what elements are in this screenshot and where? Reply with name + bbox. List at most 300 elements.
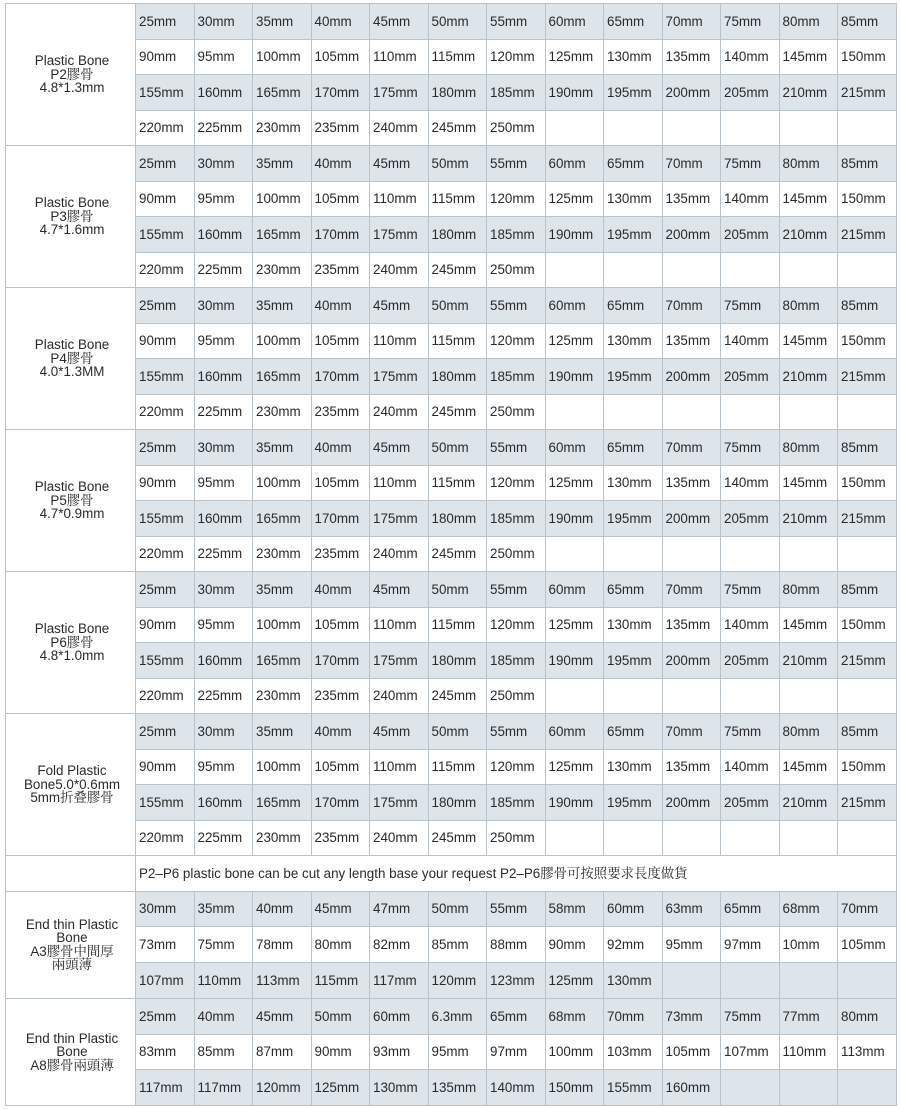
size-cell: 185mm: [487, 75, 546, 111]
size-cell: 115mm: [428, 749, 487, 785]
size-cell: 82mm: [370, 927, 429, 963]
size-cell: 55mm: [487, 891, 546, 927]
size-cell: 40mm: [311, 288, 370, 324]
size-spec-table: [5, 3, 897, 1106]
size-cell: 245mm: [428, 820, 487, 856]
size-cell: 45mm: [370, 572, 429, 608]
product-label-line: Bone: [56, 930, 88, 946]
size-cell: 180mm: [428, 75, 487, 111]
size-cell: 95mm: [194, 323, 253, 359]
size-cell: 75mm: [721, 4, 780, 40]
table-row: [6, 465, 897, 501]
size-cell: 130mm: [604, 749, 663, 785]
size-cell: 150mm: [838, 465, 897, 501]
size-cell: 65mm: [604, 714, 663, 750]
size-cell: 105mm: [311, 465, 370, 501]
size-cell: 10mm: [779, 927, 838, 963]
size-cell: [838, 110, 897, 146]
product-label-line: 4.0*1.3MM: [39, 364, 105, 380]
size-cell: [604, 394, 663, 430]
size-cell: 250mm: [487, 536, 546, 572]
size-cell: 130mm: [604, 963, 663, 999]
size-cell: [838, 678, 897, 714]
size-cell: [662, 536, 721, 572]
size-cell: [721, 252, 780, 288]
size-cell: 55mm: [487, 146, 546, 182]
size-cell: 150mm: [838, 39, 897, 75]
size-cell: 85mm: [838, 714, 897, 750]
size-cell: 155mm: [136, 785, 195, 821]
size-cell: 35mm: [253, 146, 312, 182]
size-cell: 75mm: [721, 430, 780, 466]
size-cell: 75mm: [721, 288, 780, 324]
size-cell: 68mm: [779, 891, 838, 927]
size-cell: 35mm: [253, 572, 312, 608]
size-cell: 250mm: [487, 394, 546, 430]
size-cell: 95mm: [194, 181, 253, 217]
size-cell: [779, 963, 838, 999]
size-cell: [662, 252, 721, 288]
size-cell: 200mm: [662, 75, 721, 111]
size-cell: 107mm: [721, 1034, 780, 1070]
size-cell: 70mm: [662, 572, 721, 608]
size-cell: 200mm: [662, 359, 721, 395]
size-cell: 30mm: [194, 430, 253, 466]
size-cell: [604, 110, 663, 146]
size-cell: 190mm: [545, 217, 604, 253]
size-cell: 55mm: [487, 430, 546, 466]
product-label-line: Plastic Bone: [34, 621, 110, 637]
size-cell: 145mm: [779, 607, 838, 643]
size-cell: 155mm: [136, 75, 195, 111]
table-row: [6, 252, 897, 288]
size-cell: 85mm: [428, 927, 487, 963]
size-cell: 165mm: [253, 785, 312, 821]
size-cell: 180mm: [428, 359, 487, 395]
size-cell: 200mm: [662, 217, 721, 253]
size-cell: 30mm: [136, 891, 195, 927]
size-cell: 75mm: [721, 714, 780, 750]
size-cell: 250mm: [487, 110, 546, 146]
size-cell: 170mm: [311, 501, 370, 537]
size-cell: 65mm: [487, 998, 546, 1034]
product-label-line: Plastic Bone: [34, 337, 110, 353]
size-cell: 63mm: [662, 891, 721, 927]
size-cell: 140mm: [487, 1070, 546, 1106]
size-cell: 60mm: [545, 4, 604, 40]
size-cell: 60mm: [545, 714, 604, 750]
table-row: [6, 820, 897, 856]
size-cell: [838, 252, 897, 288]
size-cell: 73mm: [662, 998, 721, 1034]
size-cell: 140mm: [721, 465, 780, 501]
size-cell: 35mm: [253, 430, 312, 466]
size-cell: 75mm: [194, 927, 253, 963]
size-cell: 50mm: [428, 891, 487, 927]
size-cell: 235mm: [311, 536, 370, 572]
size-cell: [662, 820, 721, 856]
size-cell: 103mm: [604, 1034, 663, 1070]
size-cell: 150mm: [545, 1070, 604, 1106]
size-cell: 105mm: [838, 927, 897, 963]
size-cell: [545, 678, 604, 714]
size-cell: [721, 394, 780, 430]
size-cell: 50mm: [428, 146, 487, 182]
product-label-line: 4.8*1.0mm: [39, 648, 105, 664]
size-cell: 80mm: [779, 430, 838, 466]
size-cell: 110mm: [370, 323, 429, 359]
size-cell: 90mm: [545, 927, 604, 963]
size-cell: 75mm: [721, 998, 780, 1034]
size-cell: 30mm: [194, 4, 253, 40]
size-cell: 110mm: [370, 181, 429, 217]
size-cell: 80mm: [779, 288, 838, 324]
product-label: [6, 714, 136, 856]
size-cell: 220mm: [136, 536, 195, 572]
size-cell: 210mm: [779, 359, 838, 395]
size-cell: 235mm: [311, 110, 370, 146]
size-cell: [779, 536, 838, 572]
size-cell: [838, 820, 897, 856]
size-cell: 70mm: [662, 288, 721, 324]
size-cell: 235mm: [311, 394, 370, 430]
size-cell: 175mm: [370, 785, 429, 821]
size-cell: 50mm: [428, 288, 487, 324]
size-cell: 40mm: [311, 430, 370, 466]
size-cell: 100mm: [253, 465, 312, 501]
size-cell: 85mm: [838, 288, 897, 324]
size-cell: 50mm: [428, 4, 487, 40]
size-cell: [604, 536, 663, 572]
size-cell: 195mm: [604, 217, 663, 253]
size-cell: 145mm: [779, 39, 838, 75]
size-cell: 70mm: [662, 4, 721, 40]
size-cell: 140mm: [721, 181, 780, 217]
product-label-line: 5mm折叠膠骨: [30, 790, 114, 806]
size-cell: 40mm: [194, 998, 253, 1034]
size-cell: 245mm: [428, 252, 487, 288]
size-cell: 55mm: [487, 572, 546, 608]
size-cell: [721, 820, 780, 856]
size-cell: 95mm: [194, 465, 253, 501]
size-cell: 230mm: [253, 394, 312, 430]
size-cell: 165mm: [253, 359, 312, 395]
product-label-line: Bone5.0*0.6mm: [23, 776, 121, 792]
table-row: [6, 678, 897, 714]
product-label: [6, 288, 136, 430]
size-cell: 80mm: [838, 998, 897, 1034]
size-cell: 85mm: [194, 1034, 253, 1070]
size-cell: 200mm: [662, 643, 721, 679]
product-label-line: P4膠骨: [50, 350, 94, 366]
size-cell: 145mm: [779, 465, 838, 501]
size-cell: 75mm: [721, 572, 780, 608]
size-cell: 30mm: [194, 288, 253, 324]
size-cell: 195mm: [604, 75, 663, 111]
size-cell: 110mm: [370, 465, 429, 501]
size-cell: 117mm: [136, 1070, 195, 1106]
size-cell: 170mm: [311, 359, 370, 395]
size-cell: 185mm: [487, 785, 546, 821]
product-label-line: Bone: [56, 1044, 88, 1060]
size-cell: 175mm: [370, 217, 429, 253]
size-cell: [838, 1070, 897, 1106]
size-cell: 245mm: [428, 110, 487, 146]
size-cell: 220mm: [136, 394, 195, 430]
size-cell: 90mm: [136, 181, 195, 217]
size-cell: 70mm: [662, 714, 721, 750]
size-cell: [721, 110, 780, 146]
size-cell: 210mm: [779, 501, 838, 537]
table-row: [6, 75, 897, 111]
size-cell: 65mm: [604, 288, 663, 324]
table-row: [6, 927, 897, 963]
size-cell: 145mm: [779, 323, 838, 359]
size-cell: 50mm: [428, 572, 487, 608]
product-label-line: End thin Plastic: [25, 916, 119, 932]
size-cell: 25mm: [136, 714, 195, 750]
size-cell: 30mm: [194, 714, 253, 750]
note-label-cell: [6, 856, 136, 892]
size-cell: 50mm: [428, 714, 487, 750]
size-cell: [662, 963, 721, 999]
size-cell: 40mm: [311, 146, 370, 182]
product-label-line: Plastic Bone: [34, 479, 110, 495]
size-cell: [721, 1070, 780, 1106]
size-cell: 240mm: [370, 110, 429, 146]
table-row: [6, 430, 897, 466]
size-cell: 70mm: [838, 891, 897, 927]
table-row: [6, 998, 897, 1034]
size-cell: 40mm: [311, 572, 370, 608]
size-cell: 25mm: [136, 4, 195, 40]
size-cell: 90mm: [136, 749, 195, 785]
size-cell: 40mm: [253, 891, 312, 927]
size-cell: 190mm: [545, 501, 604, 537]
size-cell: 190mm: [545, 785, 604, 821]
size-cell: 140mm: [721, 323, 780, 359]
table-row: [6, 785, 897, 821]
size-cell: 92mm: [604, 927, 663, 963]
size-cell: 155mm: [136, 217, 195, 253]
table-row: [6, 1070, 897, 1106]
table-row: [6, 607, 897, 643]
size-cell: 105mm: [311, 749, 370, 785]
size-cell: 95mm: [194, 607, 253, 643]
size-cell: 85mm: [838, 4, 897, 40]
size-cell: 35mm: [194, 891, 253, 927]
size-cell: 25mm: [136, 288, 195, 324]
size-cell: 160mm: [194, 785, 253, 821]
size-cell: 215mm: [838, 643, 897, 679]
size-cell: 170mm: [311, 75, 370, 111]
table-row: [6, 146, 897, 182]
size-cell: 35mm: [253, 4, 312, 40]
size-cell: 50mm: [311, 998, 370, 1034]
product-label-line: 4.7*1.6mm: [39, 222, 105, 238]
size-cell: 115mm: [428, 181, 487, 217]
size-cell: 205mm: [721, 643, 780, 679]
table-row: [6, 891, 897, 927]
product-label: [6, 572, 136, 714]
size-cell: 160mm: [194, 359, 253, 395]
size-cell: 80mm: [779, 572, 838, 608]
product-label: [6, 4, 136, 146]
size-cell: 80mm: [779, 4, 838, 40]
size-cell: [604, 820, 663, 856]
size-cell: 160mm: [194, 501, 253, 537]
size-cell: 210mm: [779, 785, 838, 821]
size-cell: 55mm: [487, 288, 546, 324]
size-cell: 235mm: [311, 678, 370, 714]
size-cell: 90mm: [136, 39, 195, 75]
table-row: [6, 963, 897, 999]
size-cell: 45mm: [311, 891, 370, 927]
size-cell: 185mm: [487, 217, 546, 253]
table-body: [6, 4, 897, 1106]
size-cell: 120mm: [253, 1070, 312, 1106]
size-cell: 135mm: [428, 1070, 487, 1106]
size-cell: 225mm: [194, 820, 253, 856]
size-cell: 205mm: [721, 75, 780, 111]
size-cell: 180mm: [428, 501, 487, 537]
size-cell: 50mm: [428, 430, 487, 466]
size-cell: 145mm: [779, 749, 838, 785]
size-cell: 125mm: [545, 181, 604, 217]
size-cell: 195mm: [604, 785, 663, 821]
size-cell: 130mm: [604, 607, 663, 643]
size-cell: 107mm: [136, 963, 195, 999]
size-cell: [662, 678, 721, 714]
size-cell: 150mm: [838, 607, 897, 643]
size-cell: 115mm: [428, 465, 487, 501]
size-cell: 190mm: [545, 643, 604, 679]
size-cell: 58mm: [545, 891, 604, 927]
size-cell: 25mm: [136, 146, 195, 182]
size-cell: 60mm: [604, 891, 663, 927]
size-cell: 240mm: [370, 536, 429, 572]
table-row: [6, 749, 897, 785]
size-cell: 123mm: [487, 963, 546, 999]
size-cell: 25mm: [136, 430, 195, 466]
product-label: [6, 146, 136, 288]
product-label: [6, 998, 136, 1105]
size-cell: 45mm: [370, 714, 429, 750]
size-cell: 250mm: [487, 820, 546, 856]
size-cell: 230mm: [253, 252, 312, 288]
product-label-line: P2膠骨: [50, 66, 94, 82]
size-cell: 185mm: [487, 501, 546, 537]
size-cell: 220mm: [136, 820, 195, 856]
size-cell: 80mm: [311, 927, 370, 963]
size-cell: 240mm: [370, 252, 429, 288]
size-cell: [779, 252, 838, 288]
size-cell: 70mm: [604, 998, 663, 1034]
size-cell: [662, 394, 721, 430]
size-cell: 110mm: [194, 963, 253, 999]
size-cell: 200mm: [662, 501, 721, 537]
size-cell: 155mm: [604, 1070, 663, 1106]
table-row: [6, 359, 897, 395]
size-cell: 115mm: [428, 607, 487, 643]
size-cell: 60mm: [545, 288, 604, 324]
size-cell: 73mm: [136, 927, 195, 963]
size-cell: 135mm: [662, 323, 721, 359]
size-cell: 100mm: [545, 1034, 604, 1070]
size-cell: 215mm: [838, 501, 897, 537]
size-cell: 160mm: [194, 75, 253, 111]
size-cell: 240mm: [370, 820, 429, 856]
size-cell: [545, 252, 604, 288]
size-cell: 240mm: [370, 394, 429, 430]
size-cell: [779, 394, 838, 430]
size-cell: 225mm: [194, 678, 253, 714]
size-cell: 245mm: [428, 678, 487, 714]
size-cell: 90mm: [136, 607, 195, 643]
size-cell: 45mm: [370, 430, 429, 466]
size-cell: 215mm: [838, 217, 897, 253]
size-cell: 40mm: [311, 4, 370, 40]
size-cell: 190mm: [545, 75, 604, 111]
size-cell: 110mm: [370, 39, 429, 75]
size-cell: 140mm: [721, 39, 780, 75]
size-cell: 150mm: [838, 181, 897, 217]
size-cell: 60mm: [545, 572, 604, 608]
size-cell: 135mm: [662, 39, 721, 75]
size-cell: 160mm: [194, 217, 253, 253]
size-cell: 70mm: [662, 146, 721, 182]
size-cell: 220mm: [136, 252, 195, 288]
product-label: [6, 891, 136, 998]
size-cell: 135mm: [662, 749, 721, 785]
size-cell: 175mm: [370, 75, 429, 111]
size-cell: 75mm: [721, 146, 780, 182]
size-cell: 205mm: [721, 501, 780, 537]
size-cell: 165mm: [253, 501, 312, 537]
size-cell: 230mm: [253, 536, 312, 572]
size-cell: 135mm: [662, 465, 721, 501]
table-row: [6, 714, 897, 750]
size-cell: [662, 110, 721, 146]
size-cell: 220mm: [136, 110, 195, 146]
size-cell: 105mm: [311, 607, 370, 643]
size-cell: 205mm: [721, 785, 780, 821]
size-cell: 55mm: [487, 714, 546, 750]
size-cell: 105mm: [311, 323, 370, 359]
size-cell: 130mm: [604, 181, 663, 217]
size-cell: 113mm: [838, 1034, 897, 1070]
size-cell: [545, 394, 604, 430]
size-cell: 95mm: [428, 1034, 487, 1070]
size-cell: 155mm: [136, 643, 195, 679]
size-cell: 125mm: [545, 607, 604, 643]
size-cell: 245mm: [428, 536, 487, 572]
size-cell: 180mm: [428, 785, 487, 821]
size-cell: 65mm: [604, 572, 663, 608]
size-cell: [838, 963, 897, 999]
size-cell: 155mm: [136, 359, 195, 395]
cut-to-length-note: P2–P6 plastic bone can be cut any length base your request P2–P6膠骨可按照要求長度做貨: [136, 856, 897, 892]
size-cell: 95mm: [194, 749, 253, 785]
size-cell: 90mm: [311, 1034, 370, 1070]
size-cell: 35mm: [253, 714, 312, 750]
size-cell: 185mm: [487, 359, 546, 395]
size-cell: 60mm: [545, 430, 604, 466]
table-row: [6, 4, 897, 40]
size-cell: 95mm: [662, 927, 721, 963]
table-row: [6, 1034, 897, 1070]
size-cell: 205mm: [721, 217, 780, 253]
